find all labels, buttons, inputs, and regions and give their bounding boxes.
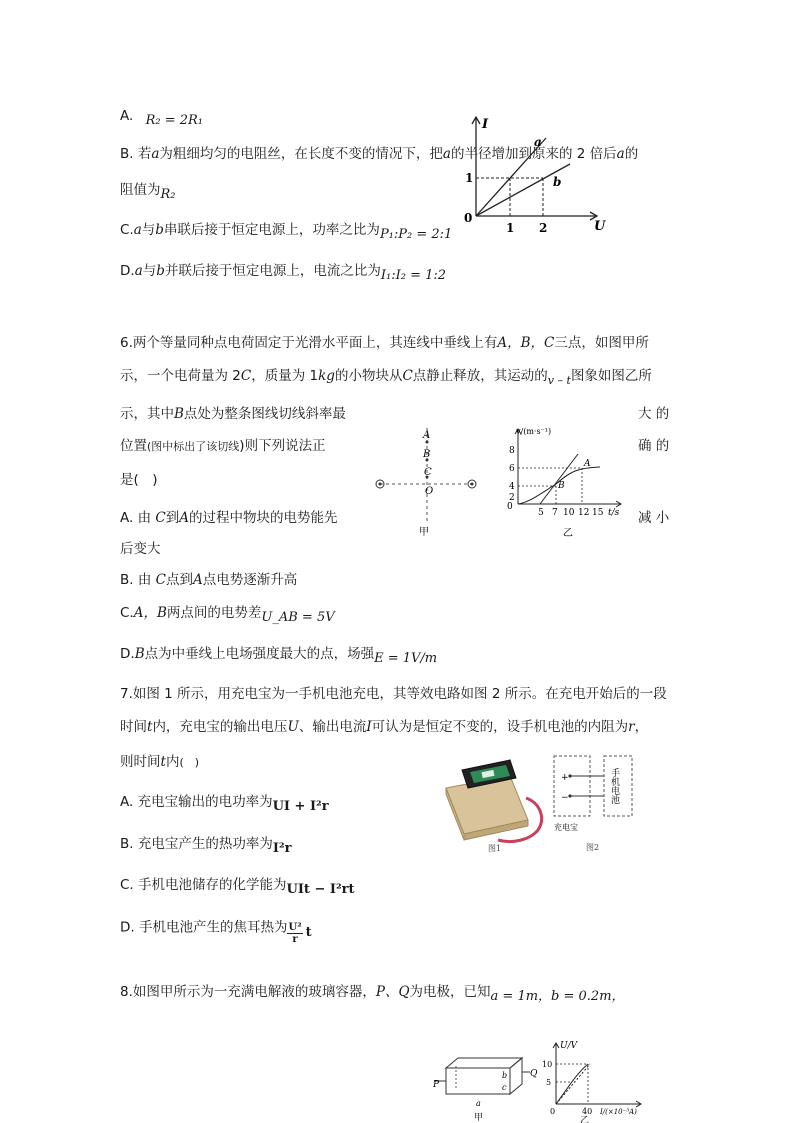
label-b: B [423, 449, 431, 460]
curve-label-b: B [558, 481, 565, 491]
u-axis-label: U/V [560, 1041, 578, 1051]
i-tick-40: 40 [582, 1107, 593, 1116]
u-tick-10: 10 [542, 1060, 553, 1069]
q6-stem-line4: 位置(图中标出了该切线)则下列说法正 [120, 438, 326, 454]
q6-option-a-line2: 后变大 [120, 541, 161, 557]
charger-dashed-box [554, 756, 590, 816]
phone-battery-label: 手机电池 [609, 768, 619, 804]
container-top [446, 1058, 522, 1068]
origin-label: 0 [464, 211, 473, 225]
q5-option-b: B. 若a为粗细均匀的电阻丝，在长度不变的情况下，把a的半径增加到原来的 2 倍后a的 [120, 146, 639, 162]
q7-stem-line1: 7.如图 1 所示，用充电宝为一手机电池充电，其等效电路如图 2 所示。在充电开始后的一段 [120, 686, 667, 702]
q7-option-c: C. 手机电池储存的化学能为UIt − I²rt [120, 877, 355, 897]
q6-option-a-right: 减 小 [638, 510, 670, 526]
t-tick-7: 7 [552, 508, 558, 518]
x-tick-2: 2 [539, 221, 548, 235]
container-side [510, 1058, 522, 1094]
t-tick-12: 12 [578, 508, 590, 518]
q5-option-d: D.a与b并联后接于恒定电源上，电流之比为I₁:I₂ = 1:2 [120, 263, 447, 283]
x-tick-1: 1 [506, 221, 515, 235]
line-b [476, 164, 570, 216]
q6-option-d: D.B点为中垂线上电场强度最大的点，场强E = 1V/m [120, 646, 438, 666]
label-c: C [424, 467, 432, 478]
line-label-b: b [553, 175, 562, 189]
q8-figure-jia-container [430, 1052, 553, 1122]
q5-iu-graph [450, 110, 610, 235]
axis-label-u: U [594, 219, 606, 234]
v-tick-2: 2 [509, 493, 515, 503]
q7-option-b: B. 充电宝产生的热功率为I²r [120, 836, 292, 856]
q7-option-a: A. 充电宝输出的电功率为UI + I²r [120, 794, 329, 814]
minus-terminal: − [561, 793, 569, 803]
caption-jia: 甲 [474, 1113, 484, 1122]
q7-figure-2-circuit [548, 754, 638, 854]
ui-curve [556, 1064, 588, 1104]
q6-option-a: A. 由 C到A的过程中物块的电势能先 [120, 510, 338, 526]
q6-figure-yi-vt-graph [500, 424, 635, 539]
t-tick-10: 10 [563, 508, 575, 518]
label-a: a [476, 1099, 481, 1108]
q7-figure-1-powerbank [440, 748, 550, 853]
q6-stem-line4-right: 确 的 [638, 438, 670, 454]
line-a [476, 138, 546, 216]
v-tick-6: 6 [509, 464, 515, 474]
v-tick-4: 4 [509, 482, 515, 492]
v-tick-8: 8 [509, 446, 515, 456]
tangent-line-at-b [540, 454, 578, 504]
q6-stem-line3: 示，其中B点处为整条图线切线斜率最 [120, 406, 346, 422]
charger-label: 充电宝 [554, 823, 578, 832]
q5-option-b-line2: 阻值为R₂ [120, 182, 176, 202]
q8-figure-yi-ui-graph [540, 1036, 650, 1123]
label-c: c [502, 1083, 507, 1092]
caption-yi: 乙 [563, 528, 573, 539]
y-tick-1: 1 [465, 171, 474, 185]
label-b: b [502, 1071, 508, 1080]
q7-option-d-fraction: $\frac{\text{U²}}{r}$ [288, 922, 302, 945]
q7-stem-line3: 则时间t内( ) [120, 754, 200, 770]
i-axis-label: I/(×10⁻³A) [600, 1108, 637, 1116]
q6-option-b: B. 由 C点到A点电势逐渐升高 [120, 572, 298, 588]
curve-label-a: A [584, 459, 591, 469]
axis-label-i: I [482, 117, 489, 132]
q6-stem-line5: 是( ) [120, 472, 158, 488]
t-tick-5: 5 [538, 508, 544, 518]
t-tick-15: 15 [592, 508, 604, 518]
q5-option-c: C.a与b串联后接于恒定电源上，功率之比为P₁:P₂ = 2:1 [120, 222, 453, 242]
line-label-a: a [534, 135, 542, 149]
caption-yi: 乙 [580, 1116, 590, 1123]
caption-jia: 甲 [419, 527, 429, 538]
t-axis-label: t/s [608, 508, 620, 518]
fig2-caption: 图2 [586, 843, 600, 852]
label-a: A [423, 430, 431, 441]
q6-figure-jia [372, 424, 482, 539]
origin-label: 0 [550, 1107, 556, 1116]
power-bank-icon [446, 776, 528, 840]
q6-option-c: C.A，B两点间的电势差U_AB = 5V [120, 605, 335, 625]
origin-label: 0 [507, 502, 513, 512]
u-tick-5: 5 [546, 1078, 552, 1087]
q6-stem-line3-right: 大 的 [638, 406, 670, 422]
q7-option-d: D. 手机电池产生的焦耳热为 $\frac{\text{U²}}{r}$ t [120, 919, 312, 945]
q8-stem-line1: 8.如图甲所示为一充满电解液的玻璃容器，P、Q为电极，已知a = 1m，b = 0.2m， [120, 984, 625, 1004]
label-p: P [433, 1080, 440, 1090]
label-o: O [425, 486, 434, 497]
v-axis-label: v/(m·s⁻¹) [516, 427, 552, 436]
q5-option-a: A. R₂ = 2R₁ [120, 108, 204, 128]
right-charge-icon [468, 480, 476, 488]
q6-stem-line2: 示，一个电荷量为 2C，质量为 1kg的小物块从C点静止释放，其运动的$_{v - t}$图象如图乙所 [120, 368, 652, 387]
label-q: Q [530, 1069, 538, 1079]
q6-stem-line1: 6.两个等量同种点电荷固定于光滑水平面上，其连线中垂线上有A，B，C三点，如图甲所 [120, 335, 649, 351]
plus-terminal: + [561, 773, 569, 783]
q5-option-a-formula: R₂ = 2R₁ [145, 113, 204, 128]
q7-stem-line2: 时间t内，充电宝的输出电压U、输出电流I可认为是恒定不变的，设手机电池的内阻为r， [120, 719, 649, 735]
fig1-caption: 图1 [488, 844, 502, 853]
